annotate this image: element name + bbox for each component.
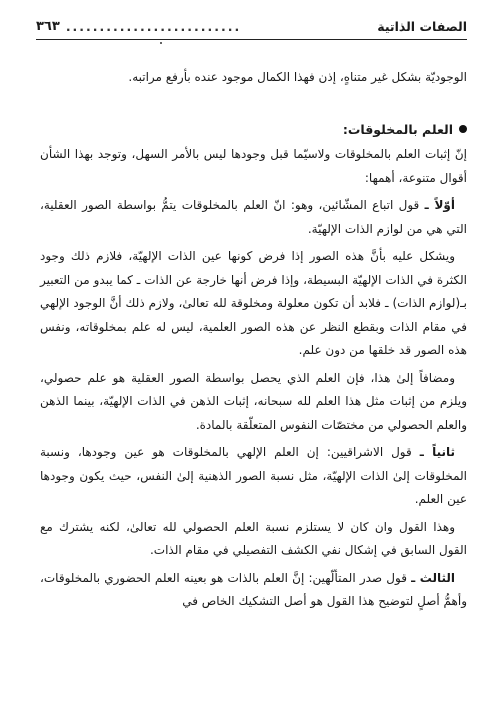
- print-speck: [160, 42, 162, 44]
- page-number: ٣٦٣: [36, 18, 60, 34]
- paragraph-intro: إنّ إثبات العلم بالمخلوقات ولاسيّما قبل وجودها ليس بالأمر السهل، وتوجد بهذا الشأن أقوال متنوعة، أهمها:: [40, 147, 467, 185]
- page-body: [40, 66, 467, 618]
- paragraph-third-view: [40, 567, 467, 614]
- paragraph-objection: ويشكل عليه بأنَّ هذه الصور إذا فرض كونها عين الذات الإلهيّة، فلازم ذلك وجود الكثرة في الذات الإلهيّة البسيطة، وإذا فرض أنها خارجة عن الذات ـ كما يبدو من التعبير بـ(لوازم الذات) ـ فلابد أن تكون معلولة ومخلوقة لله تعالىٰ، ولازم ذلك أنَّ الوجود الإلهي في مقام الذات وبقطع النظر عن هذه الصور العلمية، ليس له علم بمخلوقاته، ونفس هذه الصور قد خلقها من دون علم.: [40, 249, 467, 357]
- second-view-label: ثانياً ـ: [419, 445, 456, 459]
- header-rule: [36, 39, 467, 40]
- section-heading: [40, 118, 467, 142]
- first-view-label: أوّلاً ـ: [424, 198, 455, 212]
- paragraph-second-view: [40, 441, 467, 512]
- paragraph-second-critique: وهذا القول وان كان لا يستلزم نسبة العلم الحصولي لله تعالىٰ، لكنه يشترك مع القول السابق في إشكال نفي الكشف التفصيلي في مقام الذات.: [40, 519, 467, 557]
- header-title: الصفات الذاتية: [377, 18, 467, 34]
- third-view-label: الثالث ـ: [411, 570, 455, 585]
- first-view-text: قول اتباع المشّائين، وهو: انّ العلم بالمخلوقات يتمُّ بواسطة الصور العقلية، التي هي من لوازم الذات الإلهيّة.: [40, 198, 467, 236]
- header-leader-dots: ..........................: [65, 18, 242, 34]
- running-header: [36, 14, 467, 38]
- third-view-text: قول صدر المتألّهين: إنَّ العلم بالذات هو بعينه العلم الحضوري بالمخلوقات، وأهمُّ أصلٍ لتوضيح هذا القول هو أصل التشكيك الخاص في: [40, 570, 467, 608]
- paragraph-continuation: الوجوديّة بشكل غير متناهٍ، إذن فهذا الكمال موجود عنده بأرفع مراتبه.: [128, 70, 467, 84]
- section-gap: [40, 94, 467, 118]
- bullet-icon: [459, 125, 467, 133]
- paragraph-first-view: [40, 194, 467, 241]
- paragraph-addition: ومضافاً إلىٰ هذا، فإن العلم الذي يحصل بواسطة الصور العقلية هو علم حصولي، ويلزم من إثبات مثل هذا العلم لله سبحانه، إثبات الذهن في الذات الإلهيّة، بينما الذهن والعلم الحصولي من مختصّات النفوس المتعلّقة بالمادة.: [40, 370, 467, 432]
- section-title: العلم بالمخلوقات:: [342, 121, 453, 137]
- second-view-text: قول الاشراقيين: إن العلم الإلهي بالمخلوقات هو عين وجودها، ونسبة المخلوقات إلىٰ الذات الإلهيّة، مثل نسبة الصور الذهنية إلىٰ النفس، حيث يكون وجودها عين العلم.: [40, 445, 467, 506]
